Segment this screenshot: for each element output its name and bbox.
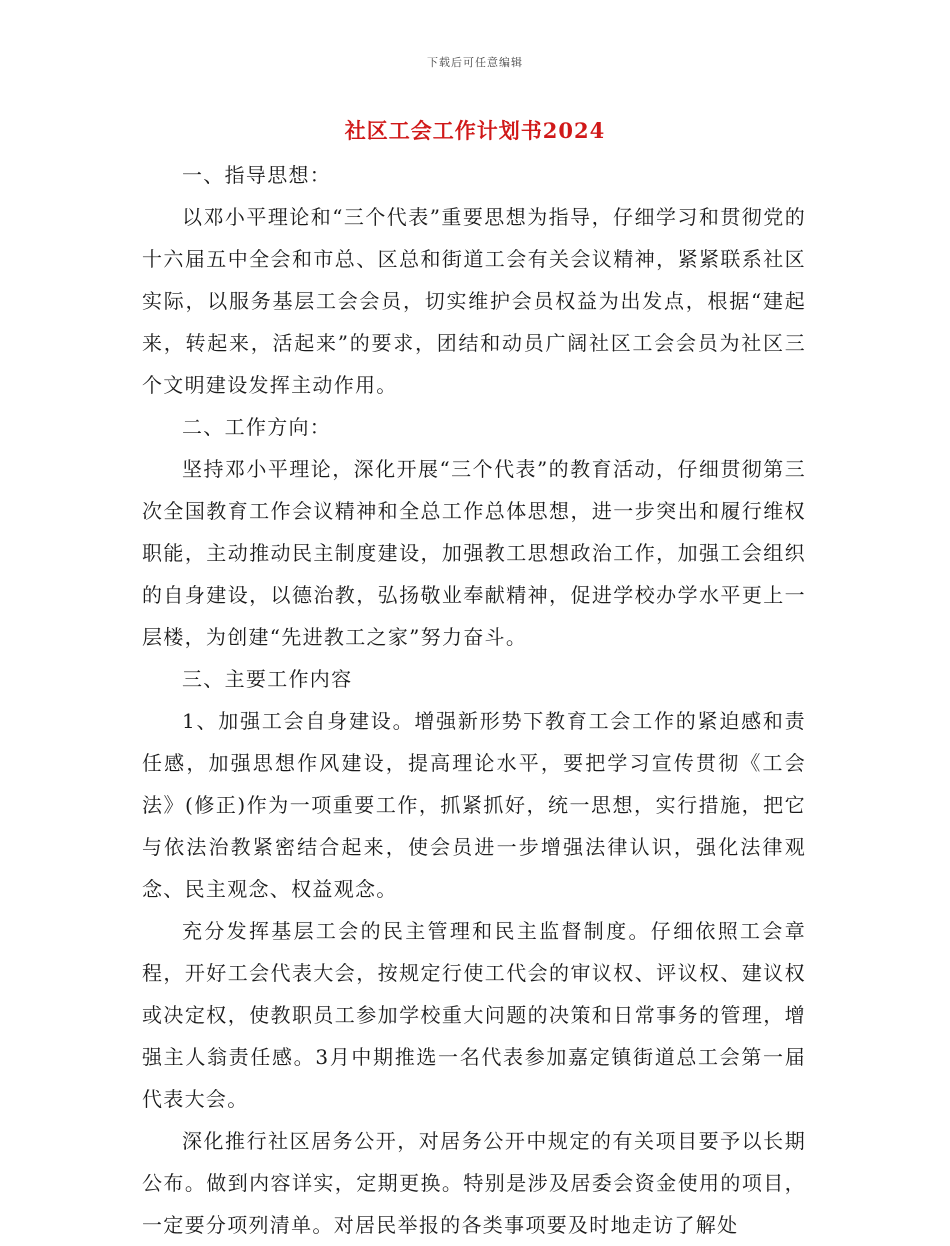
section-heading-work-direction: 二、工作方向： bbox=[182, 415, 332, 439]
paragraph-democratic-management: 充分发挥基层工会的民主管理和民主监督制度。仔细依照工会章程，开好工会代表大会，按规定行使工代会的审议权、评议权、建议权或决定权，使教职员工参加学校重大问题的决策和日常事务的管理，增强主人翁责任感。3月中期推选一名代表参加嘉定镇街道总工会第一届代表大会。 bbox=[142, 919, 806, 1111]
page-header-note: 下载后可任意编辑 bbox=[427, 56, 523, 69]
paragraph-self-construction: 1、加强工会自身建设。增强新形势下教育工会工作的紧迫感和责任感，加强思想作风建设，提高理论水平，要把学习宣传贯彻《工会法》(修正)作为一项重要工作，抓紧抓好，统一思想，实行措施，把它与依法治教紧密结合起来，使会员进一步增强法律认识，强化法律观念、民主观念、权益观念。 bbox=[142, 709, 806, 901]
paragraph-community-affairs: 深化推行社区居务公开，对居务公开中规定的有关项目要予以长期公布。做到内容详实，定期更换。特别是涉及居委会资金使用的项目，一定要分项列清单。对居民举报的各类事项要及时地走访了解处 bbox=[142, 1129, 806, 1237]
section-heading-guiding-thought: 一、指导思想： bbox=[182, 163, 332, 187]
paragraph-work-direction: 坚持邓小平理论，深化开展“三个代表”的教育活动，仔细贯彻第三次全国教育工作会议精神和全总工作总体思想，进一步突出和履行维权职能，主动推动民主制度建设，加强教工思想政治工作，加强工会组织的自身建设，以德治教，弘扬敬业奉献精神，促进学校办学水平更上一层楼，为创建“先进教工之家”努力奋斗。 bbox=[142, 457, 806, 649]
section-heading-main-content: 三、主要工作内容 bbox=[182, 667, 353, 691]
document-body bbox=[142, 154, 806, 1246]
paragraph-guiding-thought: 以邓小平理论和“三个代表”重要思想为指导，仔细学习和贯彻党的十六届五中全会和市总、区总和街道工会有关会议精神，紧紧联系社区实际，以服务基层工会会员，切实维护会员权益为出发点，根据“建起来，转起来，活起来”的要求，团结和动员广阔社区工会会员为社区三个文明建设发挥主动作用。 bbox=[142, 205, 806, 397]
document-title: 社区工会工作计划书2024 bbox=[344, 118, 606, 143]
